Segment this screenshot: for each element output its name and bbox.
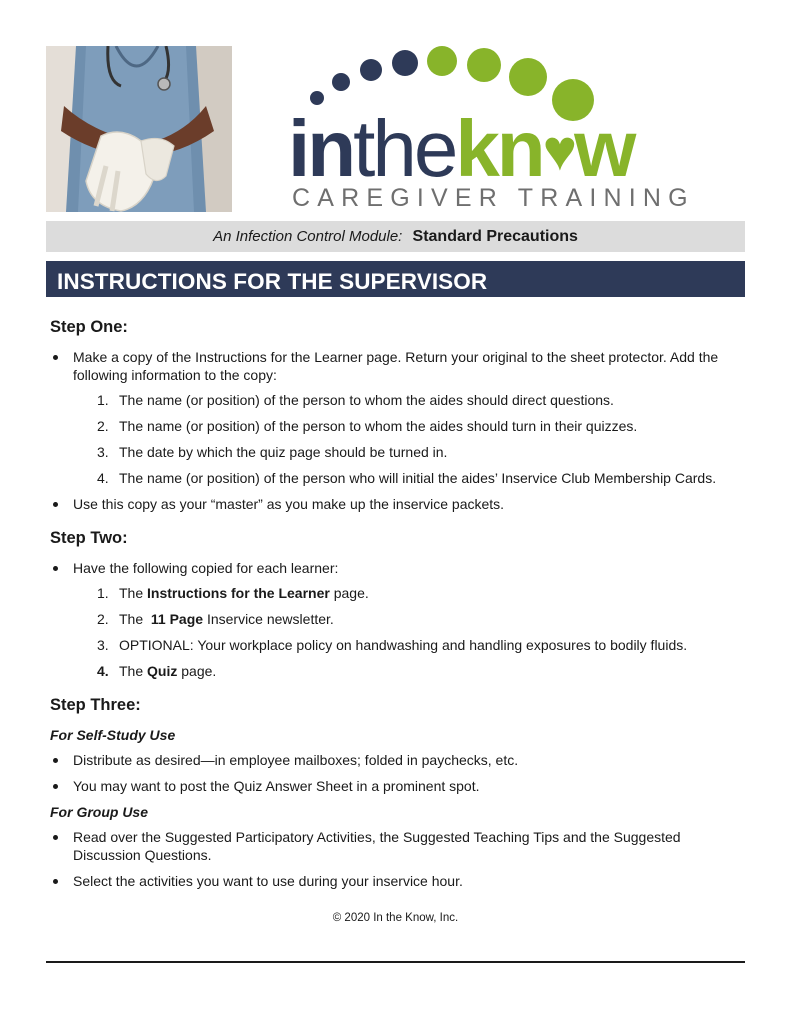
logo-w: w bbox=[574, 104, 634, 193]
step-one-list bbox=[50, 348, 750, 513]
logo-the: the bbox=[353, 104, 456, 193]
list-item: 1. The Instructions for the Learner page. bbox=[97, 585, 369, 601]
step-two-numbered-list bbox=[73, 584, 750, 680]
list-item bbox=[50, 495, 750, 513]
module-label: An Infection Control Module: bbox=[213, 228, 403, 245]
list-item: Read over the Suggested Participatory Activities, the Suggested Teaching Tips and the Suggested Discussion Questions. bbox=[50, 828, 750, 864]
logo-in: in bbox=[288, 104, 354, 193]
self-study-subhead: For Self-Study Use bbox=[50, 727, 176, 743]
module-title: Standard Precautions bbox=[412, 228, 578, 245]
list-item: 3. OPTIONAL: Your workplace policy on handwashing and handling exposures to bodily fluids. bbox=[97, 637, 688, 653]
copyright: © 2020 In the Know, Inc. bbox=[332, 912, 459, 924]
step-one-bullet-1: Make a copy of the Instructions for the Learner page. Return your original to the sheet protector. Add the following information to the copy: bbox=[73, 349, 719, 383]
page-title: INSTRUCTIONS FOR THE SUPERVISOR bbox=[57, 269, 488, 294]
step-three-heading: Step Three: bbox=[50, 696, 141, 714]
list-item: 4. The Quiz page. bbox=[97, 663, 217, 679]
step-one-bullet-2: Use this copy as your “master” as you make up the inservice packets. bbox=[73, 496, 505, 512]
list-item: You may want to post the Quiz Answer Sheet in a prominent spot. bbox=[50, 777, 750, 795]
step-two-bullet-1: Have the following copied for each learner: bbox=[73, 560, 339, 576]
title-bar bbox=[46, 261, 745, 297]
self-study-list bbox=[50, 751, 750, 795]
group-use-subhead: For Group Use bbox=[50, 804, 149, 820]
logo-know: kn bbox=[455, 104, 543, 193]
step-one-numbered-list bbox=[73, 391, 750, 487]
module-bar bbox=[46, 221, 745, 252]
footer-rule bbox=[46, 961, 745, 963]
list-item: 2. The name (or position) of the person to whom the aides should turn in their quizzes. bbox=[97, 418, 638, 434]
list-item: 2. The 11 Page Inservice newsletter. bbox=[97, 611, 334, 627]
list-item bbox=[50, 348, 750, 487]
step-two-list bbox=[50, 559, 750, 680]
list-item: 3. The date by which the quiz page should be turned in. bbox=[97, 444, 448, 460]
heart-icon: ♥ bbox=[542, 118, 575, 183]
list-item: 4. The name (or position) of the person who will initial the aides’ Inservice Club Membership Cards. bbox=[97, 470, 717, 486]
list-item: 1. The name (or position) of the person to whom the aides should direct questions. bbox=[97, 392, 614, 408]
list-item bbox=[50, 559, 750, 680]
caregiver-gloves-illustration bbox=[46, 46, 232, 212]
logo-tagline: CAREGIVER TRAINING bbox=[292, 184, 695, 212]
caregiver-gloves-photo bbox=[46, 46, 232, 212]
step-two-heading: Step Two: bbox=[50, 529, 128, 547]
list-item: Distribute as desired—in employee mailboxes; folded in paychecks, etc. bbox=[50, 751, 750, 769]
group-use-list bbox=[50, 828, 750, 890]
step-one-heading: Step One: bbox=[50, 318, 128, 336]
in-the-know-logo bbox=[288, 40, 708, 215]
instructions-body bbox=[50, 316, 750, 898]
list-item: Select the activities you want to use during your inservice hour. bbox=[50, 872, 750, 890]
logo-wordmark bbox=[288, 104, 634, 193]
